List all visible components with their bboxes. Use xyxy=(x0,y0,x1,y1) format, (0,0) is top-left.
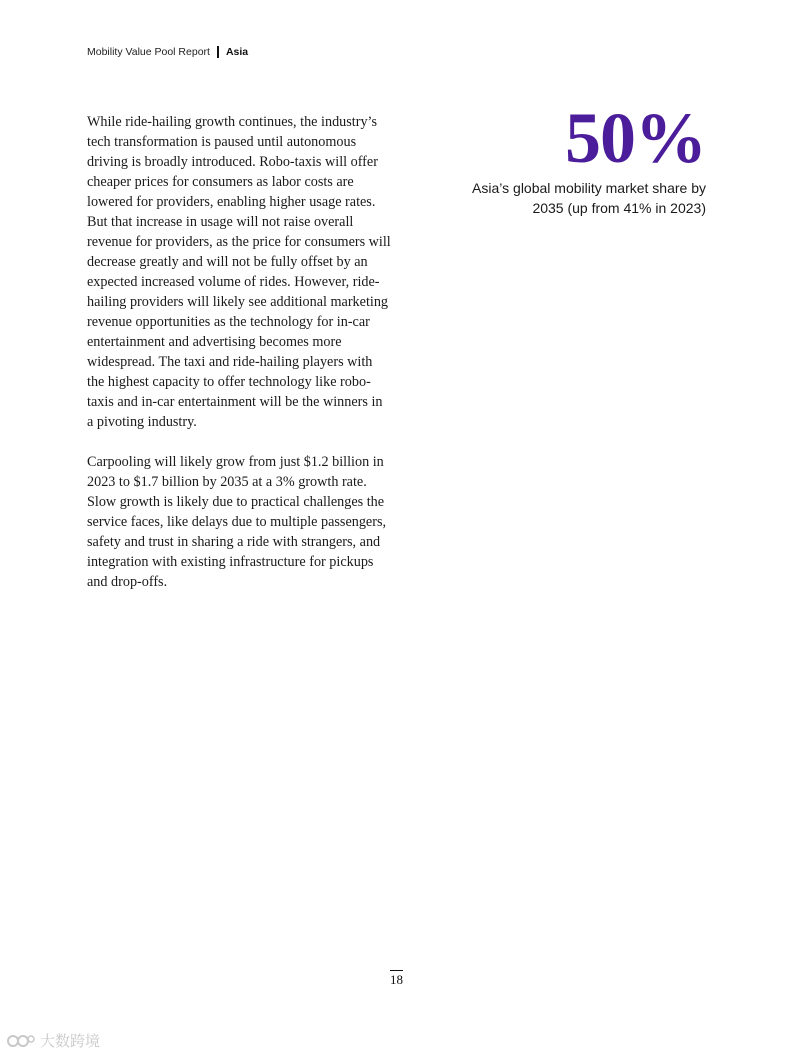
watermark-logo-icon xyxy=(6,1033,36,1049)
stat-caption: Asia’s global mobility market share by 2035 (up from 41% in 2023) xyxy=(472,180,706,216)
page-number-text: 18 xyxy=(390,972,403,987)
watermark-text: 大数跨境 xyxy=(40,1032,101,1050)
page-number xyxy=(0,972,793,988)
key-stat-callout xyxy=(446,98,706,218)
report-title: Mobility Value Pool Report xyxy=(87,46,210,58)
header-divider xyxy=(217,46,219,58)
paragraph-ride-hailing: While ride-hailing growth continues, the industry’s tech transformation is paused until autonomous driving is broadly introduced. Robo-taxis will offer cheaper prices for consumers as labor costs are lowered for providers, enabling higher usage rates. But that increase in usage will not raise overall revenue for providers, as the price for consumers will decrease greatly and will not be fully offset by an expected increased volume of rides. However, ride-hailing providers will likely see additional marketing revenue opportunities as the technology for in-car entertainment and advertising becomes more widespread. The taxi and ride-hailing players with the highest capacity to offer technology like robo-taxis and in-car entertainment will be the winners in a pivoting industry. xyxy=(87,114,391,430)
section-name: Asia xyxy=(225,46,249,58)
paragraph-carpooling: Carpooling will likely grow from just $1.2 billion in 2023 to $1.7 billion by 2035 at a 3% growth rate. Slow growth is likely due to practical challenges the service faces, like delays due to multiple passengers, safety and trust in sharing a ride with strangers, and integration with existing infrastructure for pickups and drop-offs. xyxy=(87,454,387,590)
running-header xyxy=(87,46,248,58)
stat-value: 50% xyxy=(565,98,706,178)
watermark xyxy=(6,1030,100,1051)
body-text-column xyxy=(87,112,392,612)
